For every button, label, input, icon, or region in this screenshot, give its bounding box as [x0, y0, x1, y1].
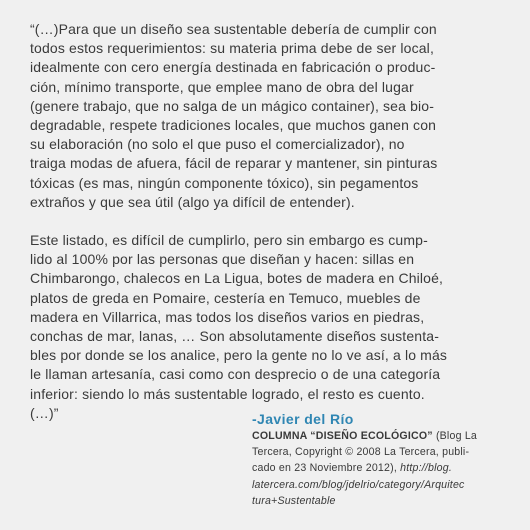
quote-line: (…)”	[30, 404, 59, 421]
quote-line: madera en Villarrica, mas todos los diseños varios en piedras,	[30, 308, 425, 325]
quote-line: (genere trabajo, que no salga de un mágico container), sea bio-	[30, 97, 435, 114]
quote-line: “(…)Para que un diseño sea sustentable debería de cumplir con	[30, 21, 437, 37]
source-line-5	[252, 493, 514, 509]
quote-line: ción, mínimo transporte, que emplee mano de obra del lugar	[30, 78, 414, 95]
quote-line: degradable, respete tradiciones locales, que muchos ganen con	[30, 117, 437, 134]
quote-line: todos estos requerimientos: su materia prima debe de ser local,	[30, 40, 434, 57]
column-title: COLUMNA “DISEÑO ECOLÓGICO”	[252, 430, 433, 442]
source-line-4	[252, 477, 514, 493]
quote-line: inferior: siendo lo más sustentable logrado, el resto es cuento.	[30, 385, 425, 402]
quote-block	[30, 20, 506, 423]
quote-line: bles por donde se los analice, pero la gente no lo ve así, a lo más	[30, 347, 448, 364]
quote-line: platos de greda en Pomaire, cestería en Temuco, muebles de	[30, 289, 421, 306]
quote-line: conchas de mar, lanas, … Son absolutamente diseños sustenta-	[30, 328, 440, 345]
attribution-block	[252, 410, 514, 509]
source-line-2: Tercera, Copyright © 2008 La Tercera, publi-	[252, 446, 470, 459]
source-url[interactable]: latercera.com/blog/jdelrio/category/Arquitec	[252, 478, 465, 491]
quote-line: traiga modas de afuera, fácil de reparar y mantener, sin pinturas	[30, 155, 438, 172]
quote-line: lido al 100% por las personas que diseñan y hacen: sillas en	[30, 251, 415, 268]
quote-line: idealmente con cero energía destinada en fabricación o produc-	[30, 59, 436, 76]
source-url[interactable]: tura+Sustentable	[252, 494, 336, 507]
source-text: (Blog La	[432, 430, 477, 442]
source-line-3	[252, 460, 514, 476]
quote-paragraph-1	[30, 20, 506, 212]
quote-line: extraños y que sea útil (algo ya difícil de entender).	[30, 193, 355, 210]
quote-line: Chimbarongo, chalecos en La Ligua, botes de madera en Chiloé,	[30, 270, 444, 287]
quote-line: su elaboración (no solo el que puso el comercializador), no	[30, 136, 405, 153]
source-url[interactable]: http://blog.	[400, 462, 452, 475]
quote-line: le llaman artesanía, casi como con desprecio o de una categoría	[30, 366, 441, 383]
source-text: cado en 23 Noviembre 2012),	[252, 462, 401, 475]
author-name: -Javier del Río	[252, 411, 354, 427]
quote-paragraph-2	[30, 231, 506, 423]
source-citation	[252, 428, 514, 509]
source-line-1	[252, 428, 514, 444]
quote-line: Este listado, es difícil de cumplirlo, pero sin embargo es cump-	[30, 232, 428, 249]
quote-line: tóxicas (es mas, ningún componente tóxico), sin pegamentos	[30, 174, 419, 191]
